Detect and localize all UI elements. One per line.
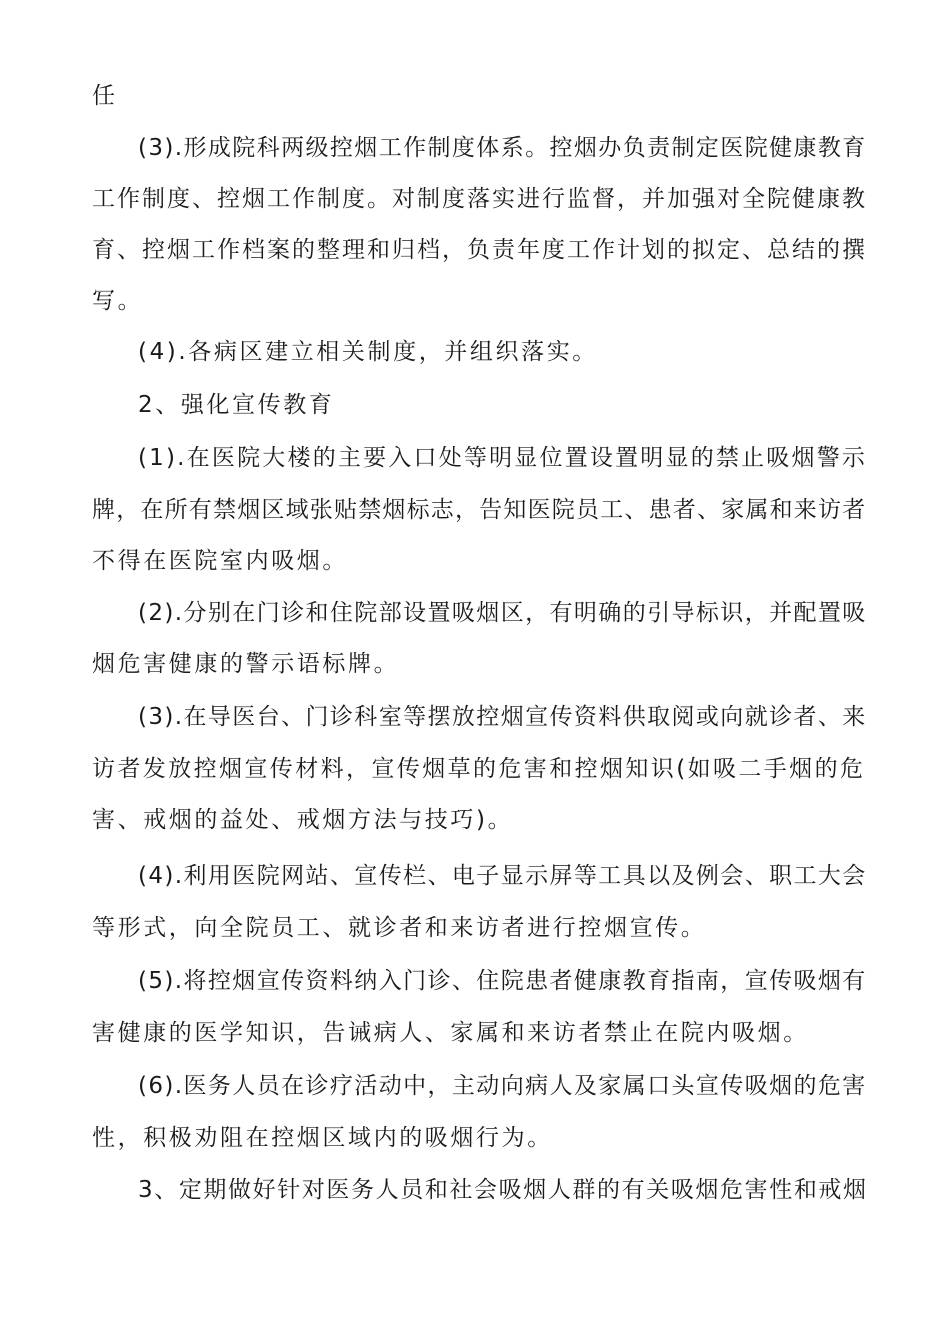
text-line: (6).医务人员在诊疗活动中，主动向病人及家属口头宣传吸烟的危害	[138, 1073, 867, 1099]
text-line: 等形式，向全院员工、就诊者和来访者进行控烟宣传。	[92, 915, 707, 941]
text-line: 访者发放控烟宣传材料，宣传烟草的危害和控烟知识(如吸二手烟的危	[92, 756, 866, 782]
text-line: 不得在医院室内吸烟。	[92, 548, 348, 574]
section-heading: 2、强化宣传教育	[138, 392, 335, 418]
text-line: (4).利用医院网站、宣传栏、电子显示屏等工具以及例会、职工大会	[138, 863, 867, 889]
section-heading: 3、定期做好针对医务人员和社会吸烟人群的有关吸烟危害性和戒烟	[138, 1177, 868, 1203]
text-line: (4).各病区建立相关制度，并组织落实。	[138, 339, 598, 365]
text-line: 害健康的医学知识，告诫病人、家属和来访者禁止在院内吸烟。	[92, 1020, 809, 1046]
text-line: 牌，在所有禁烟区域张贴禁烟标志，告知医院员工、患者、家属和来访者	[92, 497, 867, 523]
text-line: 害、戒烟的益处、戒烟方法与技巧)。	[92, 807, 514, 833]
text-line: 任	[92, 83, 118, 109]
text-line: (5).将控烟宣传资料纳入门诊、住院患者健康教育指南，宣传吸烟有	[138, 968, 867, 994]
text-line: (1).在医院大楼的主要入口处等明显位置设置明显的禁止吸烟警示	[138, 445, 868, 471]
text-line: 性，积极劝阻在控烟区域内的吸烟行为。	[92, 1125, 553, 1151]
text-line: (2).分别在门诊和住院部设置吸烟区，有明确的引导标识，并配置吸	[138, 600, 867, 626]
text-line: (3).在导医台、门诊科室等摆放控烟宣传资料供取阅或向就诊者、来	[138, 704, 867, 730]
text-line: (3).形成院科两级控烟工作制度体系。控烟办负责制定医院健康教育	[138, 135, 867, 161]
text-line: 烟危害健康的警示语标牌。	[92, 651, 400, 677]
text-line: 育、控烟工作档案的整理和归档，负责年度工作计划的拟定、总结的撰	[92, 237, 867, 263]
text-line: 工作制度、控烟工作制度。对制度落实进行监督，并加强对全院健康教	[92, 186, 867, 212]
text-line: 写。	[92, 288, 144, 314]
